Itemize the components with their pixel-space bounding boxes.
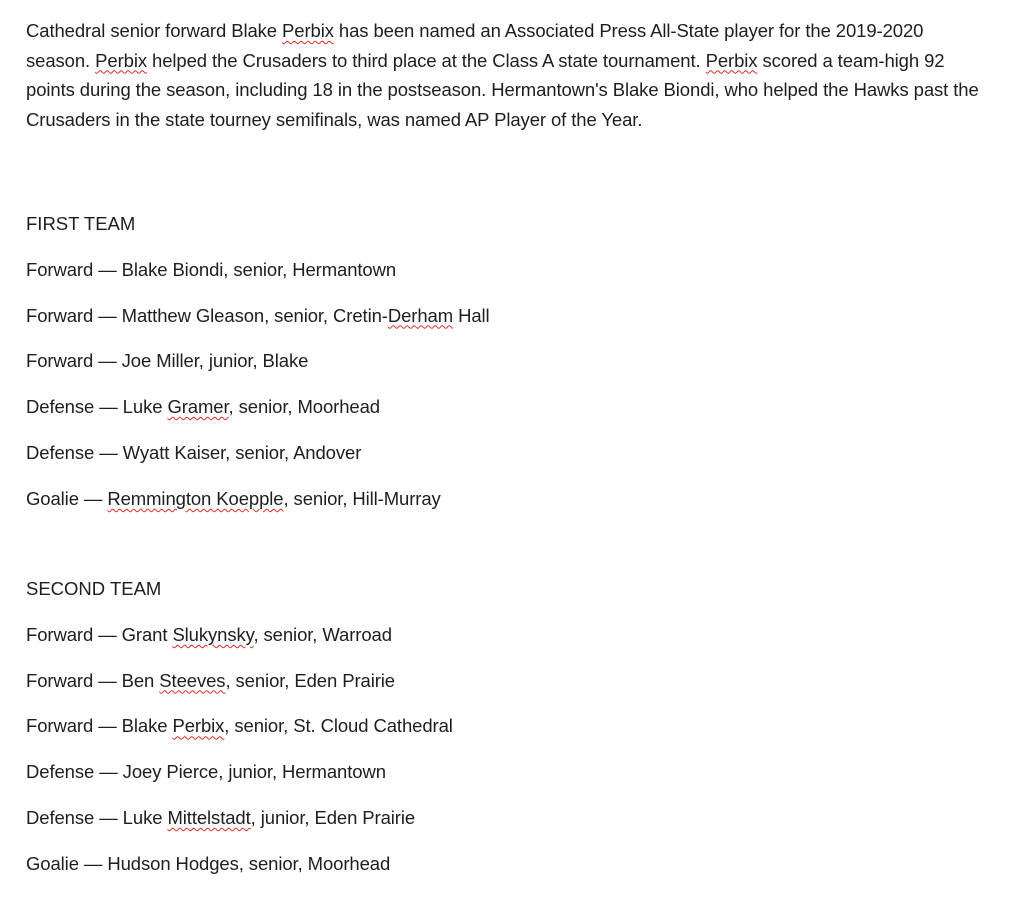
roster-entry: [26, 441, 986, 465]
misspelled-word: Steeves: [159, 669, 226, 691]
section-heading: SECOND TEAM: [26, 578, 162, 599]
roster-entry: [26, 304, 986, 328]
roster-entry: [26, 806, 986, 830]
entry-text: Defense — Luke: [26, 396, 168, 418]
entry-text: Defense — Wyatt Kaiser, senior, Andover: [26, 441, 362, 463]
entry-text: Defense — Joey Pierce, junior, Hermantown: [26, 761, 386, 783]
misspelled-word: Perbix: [705, 49, 758, 71]
entry-text: Forward — Grant: [26, 623, 173, 645]
entry-text: Forward — Joe Miller, junior, Blake: [26, 350, 309, 372]
entry-text: , senior, Moorhead: [228, 396, 380, 418]
misspelled-word: Derham: [387, 304, 454, 326]
section-heading: FIRST TEAM: [26, 213, 136, 234]
roster-entry: [26, 852, 986, 876]
first-team-section: [26, 212, 986, 533]
roster-entry: [26, 349, 986, 373]
misspelled-word: Perbix: [282, 20, 334, 41]
roster-entry: [26, 395, 986, 419]
roster-entry: [26, 623, 986, 647]
intro-text: scored a team-high 92 points during the season, including 18 in the postseason. Hermantown's Blake Biondi, who helped the Hawks past the Crusaders in the state tourney semifinals, was named AP Player of the Year.: [26, 49, 979, 130]
document-body: [26, 16, 986, 874]
entry-text: Hall: [453, 304, 490, 326]
roster-entry: [26, 487, 986, 511]
entry-text: Forward — Ben: [26, 669, 160, 691]
entry-text: , junior, Eden Prairie: [250, 806, 416, 828]
misspelled-word: Mittelstadt: [167, 806, 251, 828]
entry-text: Goalie — Hudson Hodges, senior, Moorhead: [26, 852, 391, 874]
roster-entry: [26, 714, 986, 738]
intro-paragraph: [26, 16, 986, 134]
entry-text: Goalie —: [26, 487, 108, 509]
entry-text: Forward — Blake: [26, 715, 173, 737]
entry-text: Forward — Blake Biondi, senior, Hermantown: [26, 258, 397, 280]
second-team-section: [26, 577, 986, 898]
intro-text: helped the Crusaders to third place at the Class A state tournament.: [146, 49, 706, 71]
entry-text: , senior, Hill-Murray: [283, 487, 441, 509]
entry-text: Defense — Luke: [26, 806, 168, 828]
roster-entry: [26, 258, 986, 282]
roster-entry: [26, 760, 986, 784]
misspelled-word: Gramer: [167, 396, 229, 418]
roster-entry: [26, 669, 986, 693]
misspelled-word: Perbix: [95, 49, 147, 71]
misspelled-word: Remmington Koepple: [107, 487, 284, 509]
entry-text: Forward — Matthew Gleason, senior, Cretin-: [26, 304, 388, 326]
intro-text: Cathedral senior forward Blake: [26, 20, 283, 41]
entry-text: , senior, Warroad: [253, 623, 392, 645]
misspelled-word: Slukynsky: [172, 623, 254, 645]
intro-text: has been named an Associated Press All-State player for the 2019-2020 season.: [26, 20, 924, 71]
misspelled-word: Perbix: [172, 715, 225, 737]
entry-text: , senior, Eden Prairie: [225, 669, 395, 691]
entry-text: , senior, St. Cloud Cathedral: [224, 715, 453, 737]
